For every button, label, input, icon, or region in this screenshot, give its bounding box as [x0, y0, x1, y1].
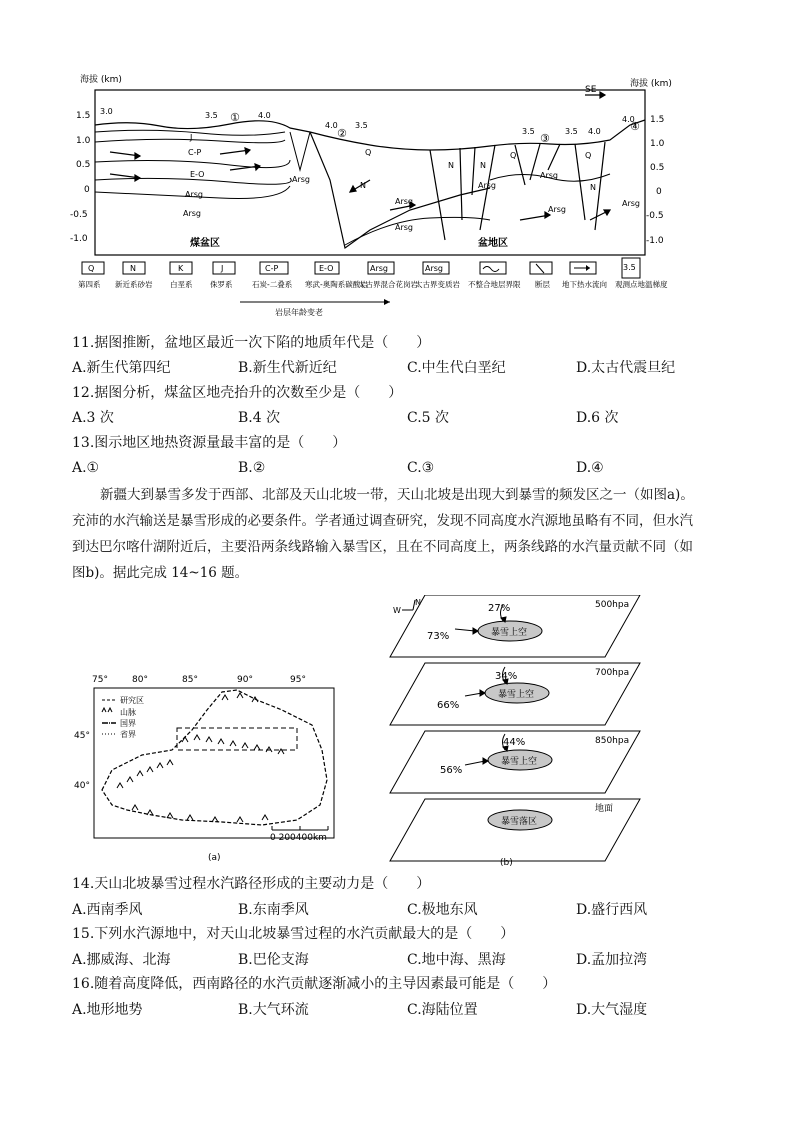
region-left: 煤盆区 — [190, 238, 220, 249]
svg-text:0: 0 — [656, 187, 662, 197]
svg-text:E-O: E-O — [319, 264, 334, 273]
svg-text:山脉: 山脉 — [120, 708, 136, 717]
svg-text:N: N — [415, 598, 421, 607]
svg-text:观测点地温梯度: 观测点地温梯度 — [615, 280, 668, 289]
left-axis-ticks — [70, 111, 91, 244]
svg-text:N: N — [360, 181, 366, 190]
svg-text:N: N — [480, 161, 486, 170]
svg-text:N: N — [130, 264, 136, 273]
caption-b: (b) — [500, 858, 513, 867]
option-14b[interactable]: B.东南季风 — [238, 902, 309, 918]
svg-text:4.0: 4.0 — [588, 127, 601, 136]
svg-text:E-O: E-O — [190, 170, 205, 179]
map-legend — [102, 695, 144, 739]
option-15d[interactable]: D.孟加拉湾 — [576, 952, 648, 968]
svg-text:Q: Q — [88, 264, 95, 273]
svg-text:Q: Q — [585, 151, 592, 160]
svg-text:3.5: 3.5 — [355, 121, 368, 130]
option-14c[interactable]: C.极地东风 — [407, 902, 478, 918]
svg-text:Q: Q — [365, 148, 372, 157]
svg-text:-1.0: -1.0 — [646, 236, 664, 246]
svg-text:34%: 34% — [495, 671, 518, 682]
longitude-labels — [92, 675, 306, 685]
level-700: 700hpa — [595, 668, 630, 678]
unit-labels — [183, 133, 640, 232]
svg-text:暴雪上空: 暴雪上空 — [491, 628, 528, 638]
svg-text:-0.5: -0.5 — [646, 211, 664, 221]
svg-text:Arsg: Arsg — [622, 199, 641, 208]
caption-a: (a) — [208, 853, 221, 863]
svg-text:Arsg: Arsg — [425, 264, 444, 273]
question-16: 16.随着高度降低，西南路径的水汽贡献逐渐减小的主导因素最可能是（ ） — [72, 976, 557, 992]
svg-text:寒武-奥陶系碳酸岩: 寒武-奥陶系碳酸岩 — [305, 280, 368, 289]
option-12d[interactable]: D.6 次 — [576, 410, 619, 426]
geological-cross-section — [70, 70, 700, 320]
option-12b[interactable]: B.4 次 — [238, 410, 281, 426]
svg-text:W: W — [393, 606, 401, 615]
svg-text:第四系: 第四系 — [78, 280, 101, 289]
svg-text:断层: 断层 — [535, 280, 550, 289]
svg-text:90°: 90° — [237, 675, 253, 685]
option-13c[interactable]: C.③ — [407, 460, 435, 476]
svg-text:4.0: 4.0 — [622, 115, 635, 124]
svg-text:3.5: 3.5 — [205, 111, 218, 120]
svg-text:侏罗系: 侏罗系 — [210, 280, 233, 289]
svg-text:44%: 44% — [503, 737, 526, 748]
option-15b[interactable]: B.巴伦支海 — [238, 952, 309, 968]
option-16a[interactable]: A.地形地势 — [72, 1002, 143, 1018]
svg-text:新近系砂岩: 新近系砂岩 — [115, 280, 153, 289]
svg-text:40°: 40° — [74, 781, 90, 791]
marker-4: ④ — [630, 120, 640, 133]
svg-text:73%: 73% — [427, 631, 450, 642]
svg-text:暴雪上空: 暴雪上空 — [501, 757, 538, 767]
option-11d[interactable]: D.太古代震旦纪 — [576, 360, 676, 376]
latitude-labels — [74, 731, 90, 791]
svg-text:3.5: 3.5 — [565, 127, 578, 136]
level-850: 850hpa — [595, 736, 630, 746]
option-13a[interactable]: A.① — [72, 460, 100, 476]
svg-text:太古界混合花岗岩: 太古界混合花岗岩 — [358, 280, 418, 289]
svg-text:27%: 27% — [488, 603, 511, 614]
svg-text:80°: 80° — [132, 675, 148, 685]
svg-text:C-P: C-P — [265, 264, 279, 273]
svg-text:85°: 85° — [182, 675, 198, 685]
svg-text:95°: 95° — [290, 675, 306, 685]
option-12c[interactable]: C.5 次 — [407, 410, 450, 426]
svg-text:Arsg: Arsg — [395, 223, 414, 232]
section-legend — [78, 258, 668, 317]
svg-text:省界: 省界 — [120, 730, 136, 739]
svg-text:Arsg: Arsg — [395, 197, 414, 206]
option-15c[interactable]: C.地中海、黑海 — [407, 952, 506, 968]
svg-text:1.5: 1.5 — [76, 111, 91, 121]
passage-line-2: 充沛的水汽输送是暴雪形成的必要条件。学者通过调查研究，发现不同高度水汽源地虽略有不同，但水汽 — [72, 513, 693, 529]
svg-text:1.0: 1.0 — [76, 136, 91, 146]
svg-text:Arsg: Arsg — [478, 181, 497, 190]
level-500: 500hpa — [595, 600, 630, 610]
option-16c[interactable]: C.海陆位置 — [407, 1002, 478, 1018]
passage-line-1: 新疆大到暴雪多发于西部、北部及天山北坡一带，天山北坡是出现大到暴雪的频发区之一（如图a)。 — [100, 487, 694, 503]
svg-text:0.5: 0.5 — [76, 160, 91, 170]
svg-text:4.0: 4.0 — [325, 121, 338, 130]
svg-text:Arsg: Arsg — [185, 190, 204, 199]
option-11a[interactable]: A.新生代第四纪 — [72, 360, 171, 376]
svg-text:太古界变质岩: 太古界变质岩 — [415, 280, 460, 289]
svg-text:白垩系: 白垩系 — [170, 280, 193, 289]
svg-text:3.5: 3.5 — [623, 263, 636, 272]
option-13b[interactable]: B.② — [238, 460, 266, 476]
svg-text:56%: 56% — [440, 765, 463, 776]
svg-text:J: J — [190, 133, 193, 142]
svg-text:0: 0 — [84, 185, 90, 195]
svg-text:K: K — [178, 264, 184, 273]
passage-line-4: 图b)。据此完成 14~16 题。 — [72, 565, 249, 581]
passage-line-3: 到达巴尔喀什湖附近后，主要沿两条线路输入暴雪区，且在不同高度上，两条线路的水汽量贡献不同（如 — [72, 539, 693, 555]
xinjiang-map — [72, 670, 352, 870]
svg-text:暴雪落区: 暴雪落区 — [501, 817, 538, 827]
passage — [72, 482, 722, 586]
question-15: 15.下列水汽源地中，对天山北坡暴雪过程的水汽贡献最大的是（ ） — [72, 926, 515, 942]
marker-1: ① — [230, 111, 240, 124]
question-11: 11.据图推断，盆地区最近一次下陷的地质年代是（ ） — [72, 335, 431, 351]
svg-text:C-P: C-P — [188, 148, 202, 157]
option-11b[interactable]: B.新生代新近纪 — [238, 360, 337, 376]
svg-text:暴雪上空: 暴雪上空 — [498, 690, 535, 700]
svg-text:研究区: 研究区 — [120, 696, 144, 705]
age-note: 岩层年龄变老 — [275, 308, 323, 317]
svg-text:Arsg: Arsg — [540, 171, 559, 180]
svg-text:Arsg: Arsg — [370, 264, 389, 273]
right-axis-ticks — [646, 115, 665, 246]
axis-left-label: 海拔 (km) — [80, 75, 122, 85]
pressure-levels-diagram — [385, 595, 645, 867]
svg-text:N: N — [448, 161, 454, 170]
svg-text:4.0: 4.0 — [258, 111, 271, 120]
svg-text:Arsg: Arsg — [183, 209, 202, 218]
svg-text:国界: 国界 — [120, 719, 136, 728]
level-ground: 地面 — [595, 804, 614, 814]
svg-text:1.0: 1.0 — [650, 139, 665, 149]
svg-text:1.5: 1.5 — [650, 115, 665, 125]
svg-text:N: N — [590, 183, 596, 192]
option-14d[interactable]: D.盛行西风 — [576, 902, 648, 918]
question-12: 12.据图分析，煤盆区地壳抬升的次数至少是（ ） — [72, 385, 403, 401]
svg-text:J: J — [221, 264, 224, 273]
map-scale: 0 200400km — [270, 833, 327, 843]
marker-3: ③ — [540, 132, 550, 145]
option-16b[interactable]: B.大气环流 — [238, 1002, 309, 1018]
option-13d[interactable]: D.④ — [576, 460, 604, 476]
svg-text:75°: 75° — [92, 675, 108, 685]
svg-text:-0.5: -0.5 — [70, 210, 88, 220]
svg-text:Q: Q — [510, 151, 517, 160]
svg-text:Arsg: Arsg — [548, 205, 567, 214]
option-15a[interactable]: A.挪威海、北海 — [72, 952, 171, 968]
svg-text:石炭-二叠系: 石炭-二叠系 — [252, 280, 293, 289]
direction-label: SE — [585, 85, 597, 95]
compass — [393, 598, 421, 615]
svg-text:地下热水流向: 地下热水流向 — [562, 280, 607, 289]
option-16d[interactable]: D.大气湿度 — [576, 1002, 648, 1018]
svg-text:45°: 45° — [74, 731, 90, 741]
svg-text:3.0: 3.0 — [100, 107, 113, 116]
svg-text:66%: 66% — [437, 700, 460, 711]
option-14a[interactable]: A.西南季风 — [72, 902, 143, 918]
option-12a[interactable]: A.3 次 — [72, 410, 114, 426]
svg-text:不整合地层界限: 不整合地层界限 — [468, 280, 521, 289]
svg-text:Arsg: Arsg — [292, 175, 311, 184]
question-13: 13.图示地区地热资源量最丰富的是（ ） — [72, 435, 347, 451]
svg-text:3.5: 3.5 — [522, 127, 535, 136]
axis-right-label: 海拔 (km) — [630, 79, 672, 89]
region-right: 盆地区 — [478, 238, 508, 249]
option-11c[interactable]: C.中生代白垩纪 — [407, 360, 506, 376]
svg-text:-1.0: -1.0 — [70, 234, 88, 244]
marker-2: ② — [337, 127, 347, 140]
svg-text:0.5: 0.5 — [650, 163, 665, 173]
question-14: 14.天山北坡暴雪过程水汽路径形成的主要动力是（ ） — [72, 876, 431, 892]
